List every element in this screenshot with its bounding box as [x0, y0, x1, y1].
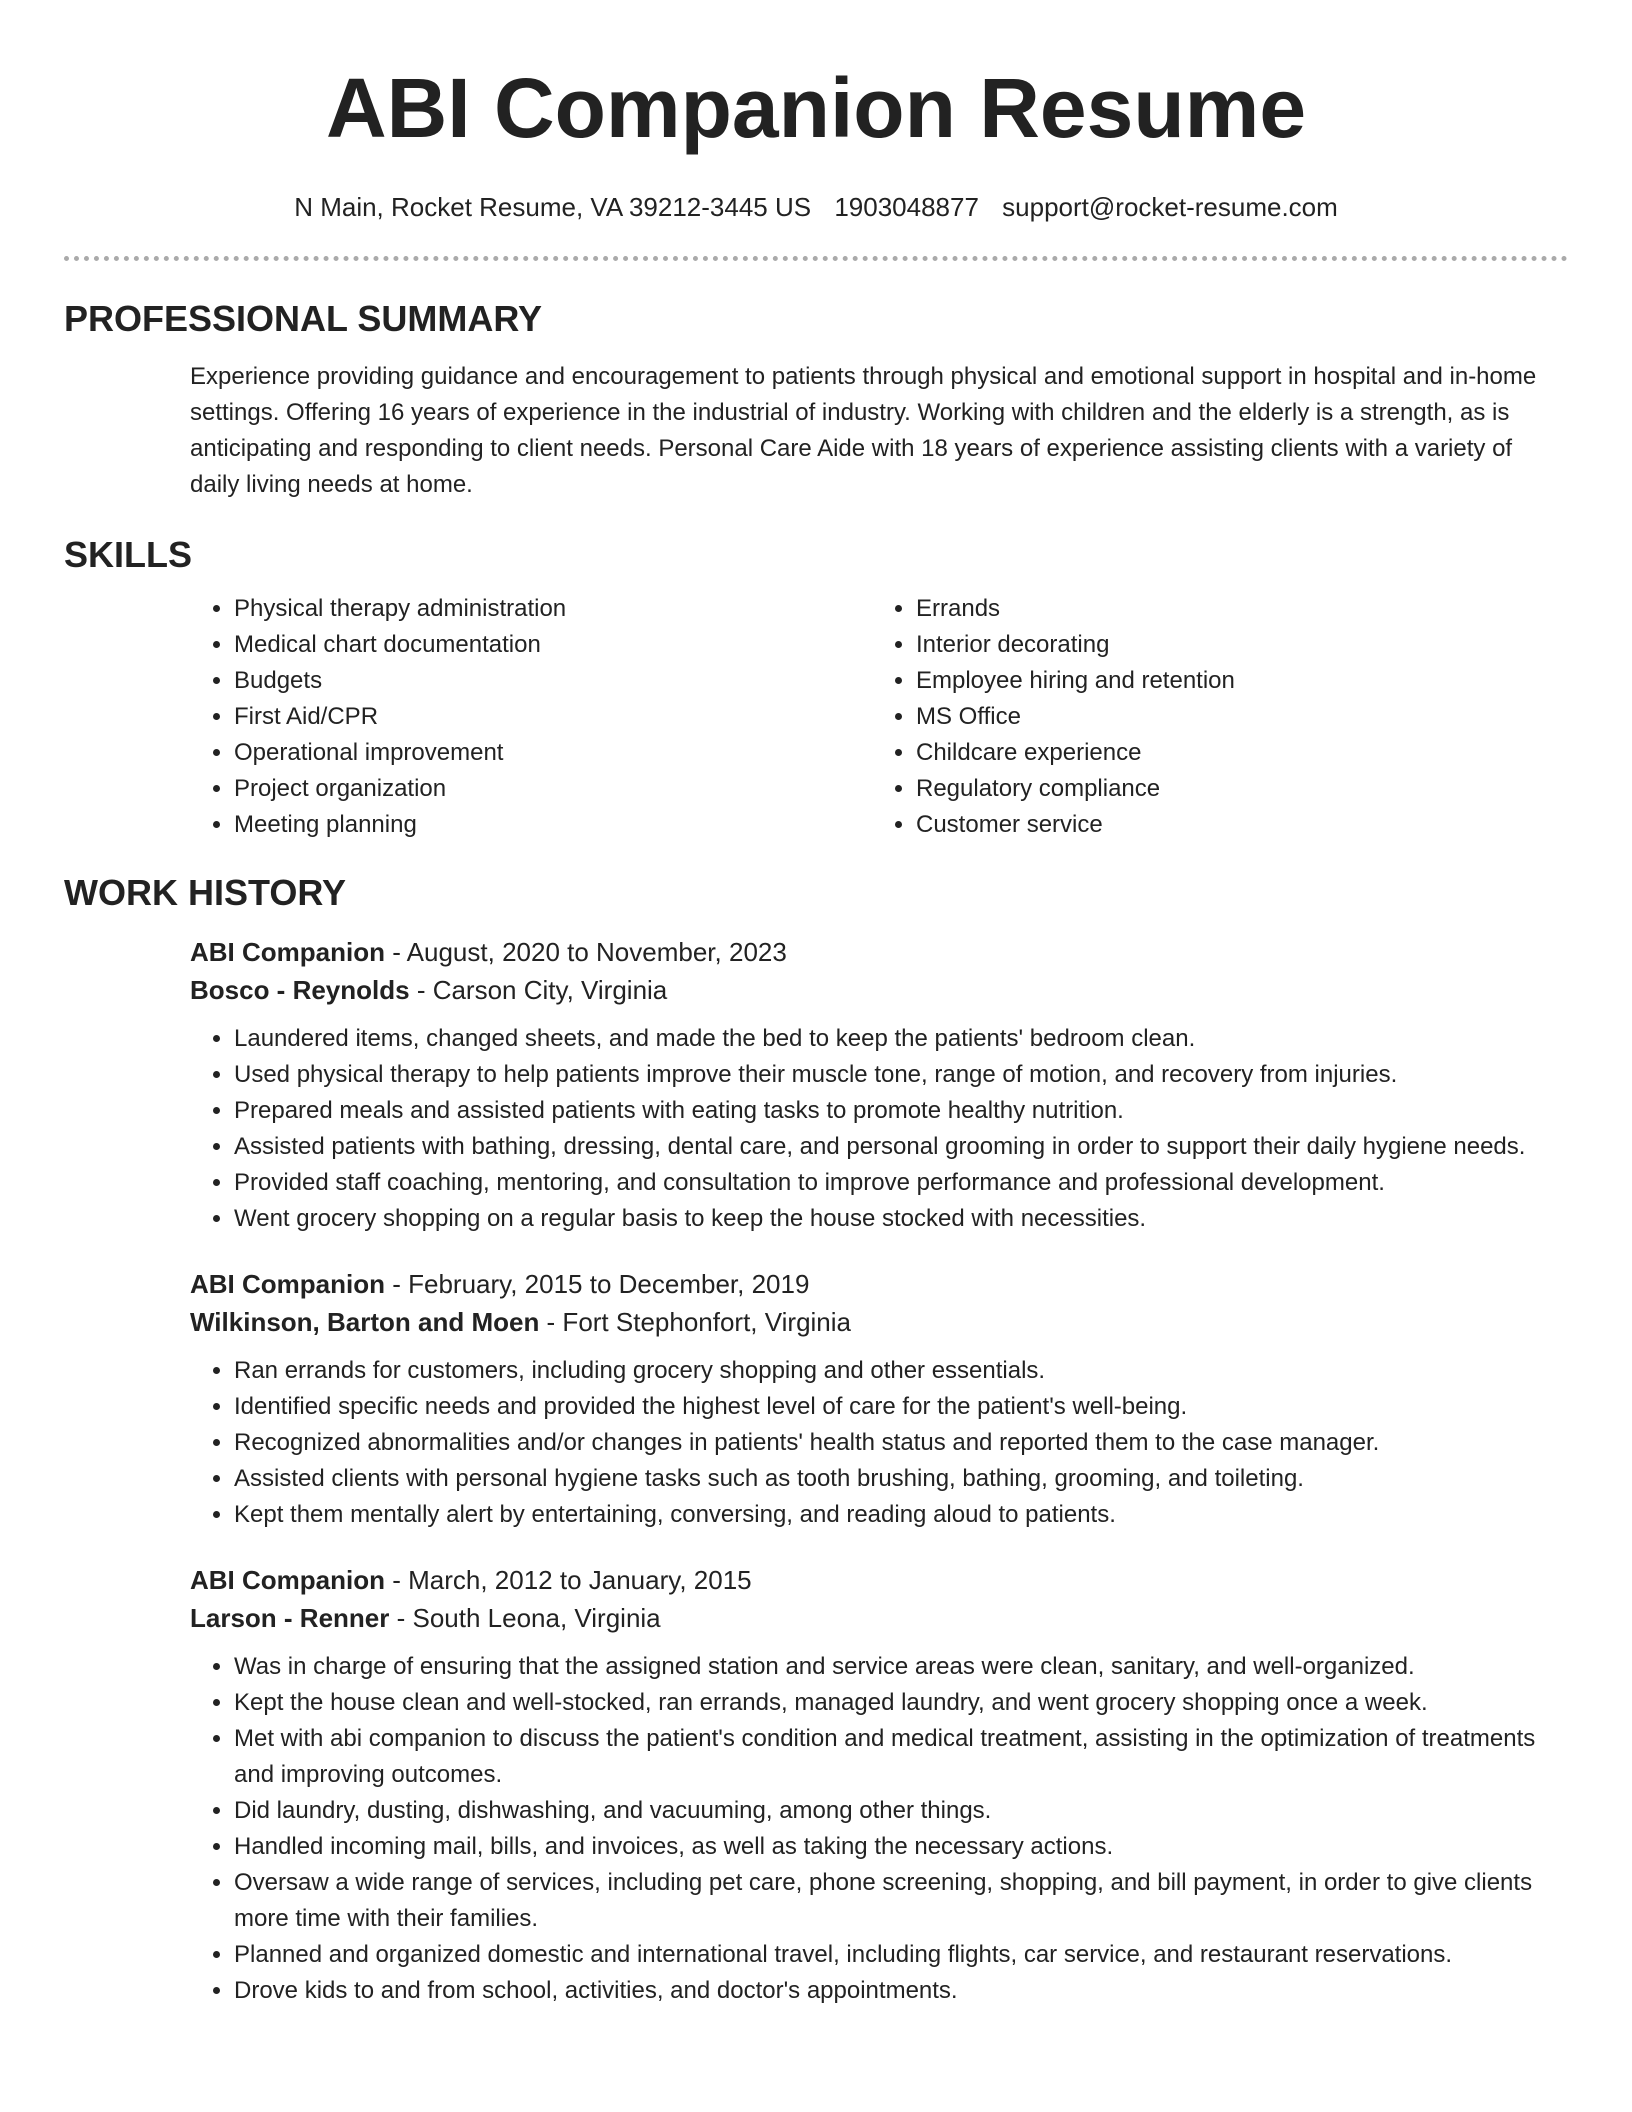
skill-item: • Project organization — [234, 771, 872, 807]
job-bullet: • Identified specific needs and provided the highest level of care for the patient's well-being. — [234, 1389, 1566, 1425]
job-position: ABI Companion — [190, 1565, 385, 1595]
skill-item: • Errands — [916, 591, 1554, 627]
skill-item: • Medical chart documentation — [234, 627, 872, 663]
job-company: Larson - Renner — [190, 1603, 390, 1633]
job-bullet: • Kept the house clean and well-stocked, ran errands, managed laundry, and went grocery shopping once a week. — [234, 1685, 1566, 1721]
skill-item: • Operational improvement — [234, 735, 872, 771]
summary-heading: PROFESSIONAL SUMMARY — [64, 298, 543, 339]
contact-line — [0, 190, 1632, 224]
job-dates: - August, 2020 to November, 2023 — [385, 937, 787, 967]
job-title-line — [190, 933, 1566, 971]
skills-heading: SKILLS — [64, 534, 193, 575]
job-entry — [190, 933, 1566, 1237]
job-position: ABI Companion — [190, 937, 385, 967]
skill-item: • First Aid/CPR — [234, 699, 872, 735]
resume-name: ABI Companion Resume — [325, 61, 1307, 155]
job-title-line — [190, 1561, 1566, 1599]
job-company-line — [190, 971, 1566, 1009]
skill-item: • Customer service — [916, 807, 1554, 843]
skills-columns — [190, 591, 1566, 843]
job-location: - Fort Stephonfort, Virginia — [539, 1307, 851, 1337]
job-title-line — [190, 1265, 1566, 1303]
job-bullet: • Oversaw a wide range of services, including pet care, phone screening, shopping, and bill payment, in order to give clients more time with their families. — [234, 1865, 1566, 1937]
skill-item: • Childcare experience — [916, 735, 1554, 771]
job-bullet: • Handled incoming mail, bills, and invoices, as well as taking the necessary actions. — [234, 1829, 1566, 1865]
skill-item: • Interior decorating — [916, 627, 1554, 663]
summary-text: Experience providing guidance and encouragement to patients through physical and emotional support in hospital and in-home settings. Offering 16 years of experience in the industrial of industry. Working with children and the elderly is a strength, as is anticipating and responding to client needs. Personal Care Aide with 18 years of experience assisting clients with a variety of daily living needs at home. — [190, 363, 1537, 498]
job-bullet: • Kept them mentally alert by entertaining, conversing, and reading aloud to patients. — [234, 1497, 1566, 1533]
summary-section — [0, 359, 1632, 503]
job-bullet: • Assisted clients with personal hygiene tasks such as tooth brushing, bathing, grooming, and toileting. — [234, 1461, 1566, 1497]
skill-item: • Meeting planning — [234, 807, 872, 843]
job-bullet: • Used physical therapy to help patients improve their muscle tone, range of motion, and recovery from injuries. — [234, 1057, 1566, 1093]
contact-email: support@rocket-resume.com — [1002, 192, 1338, 222]
job-bullet: • Met with abi companion to discuss the patient's condition and medical treatment, assisting in the optimization of treatments and improving outcomes. — [234, 1721, 1566, 1793]
job-company-line — [190, 1303, 1566, 1341]
skills-section — [0, 591, 1632, 843]
skills-column-left — [190, 591, 872, 843]
job-bullet: • Planned and organized domestic and international travel, including flights, car service, and restaurant reservations. — [234, 1937, 1566, 1973]
job-company: Wilkinson, Barton and Moen — [190, 1307, 540, 1337]
work-history-heading: WORK HISTORY — [64, 872, 347, 913]
job-bullet: • Ran errands for customers, including grocery shopping and other essentials. — [234, 1353, 1566, 1389]
job-dates: - February, 2015 to December, 2019 — [385, 1269, 810, 1299]
contact-phone: 1903048877 — [834, 192, 979, 222]
job-entry — [190, 1561, 1566, 2009]
job-entry — [190, 1265, 1566, 1533]
skill-item: • Regulatory compliance — [916, 771, 1554, 807]
job-bullet: • Provided staff coaching, mentoring, and consultation to improve performance and professional development. — [234, 1165, 1566, 1201]
skill-item: • Employee hiring and retention — [916, 663, 1554, 699]
job-bullet: • Was in charge of ensuring that the assigned station and service areas were clean, sanitary, and well-organized. — [234, 1649, 1566, 1685]
job-company-line — [190, 1599, 1566, 1637]
skill-item: • Physical therapy administration — [234, 591, 872, 627]
job-bullet: • Laundered items, changed sheets, and made the bed to keep the patients' bedroom clean. — [234, 1021, 1566, 1057]
job-bullet: • Prepared meals and assisted patients with eating tasks to promote healthy nutrition. — [234, 1093, 1566, 1129]
job-bullet: • Went grocery shopping on a regular basis to keep the house stocked with necessities. — [234, 1201, 1566, 1237]
job-bullet: • Did laundry, dusting, dishwashing, and vacuuming, among other things. — [234, 1793, 1566, 1829]
header-divider — [64, 256, 1568, 261]
skills-column-right — [872, 591, 1554, 843]
skill-item: • Budgets — [234, 663, 872, 699]
work-history-section — [0, 933, 1632, 2009]
job-company: Bosco - Reynolds — [190, 975, 410, 1005]
job-dates: - March, 2012 to January, 2015 — [385, 1565, 752, 1595]
job-location: - South Leona, Virginia — [389, 1603, 661, 1633]
job-bullet: • Assisted patients with bathing, dressing, dental care, and personal grooming in order to support their daily hygiene needs. — [234, 1129, 1566, 1165]
job-position: ABI Companion — [190, 1269, 385, 1299]
skill-item: • MS Office — [916, 699, 1554, 735]
contact-address: N Main, Rocket Resume, VA 39212-3445 US — [294, 192, 812, 222]
job-bullet: • Recognized abnormalities and/or changes in patients' health status and reported them to the case manager. — [234, 1425, 1566, 1461]
job-location: - Carson City, Virginia — [409, 975, 668, 1005]
job-bullet: • Drove kids to and from school, activities, and doctor's appointments. — [234, 1973, 1566, 2009]
